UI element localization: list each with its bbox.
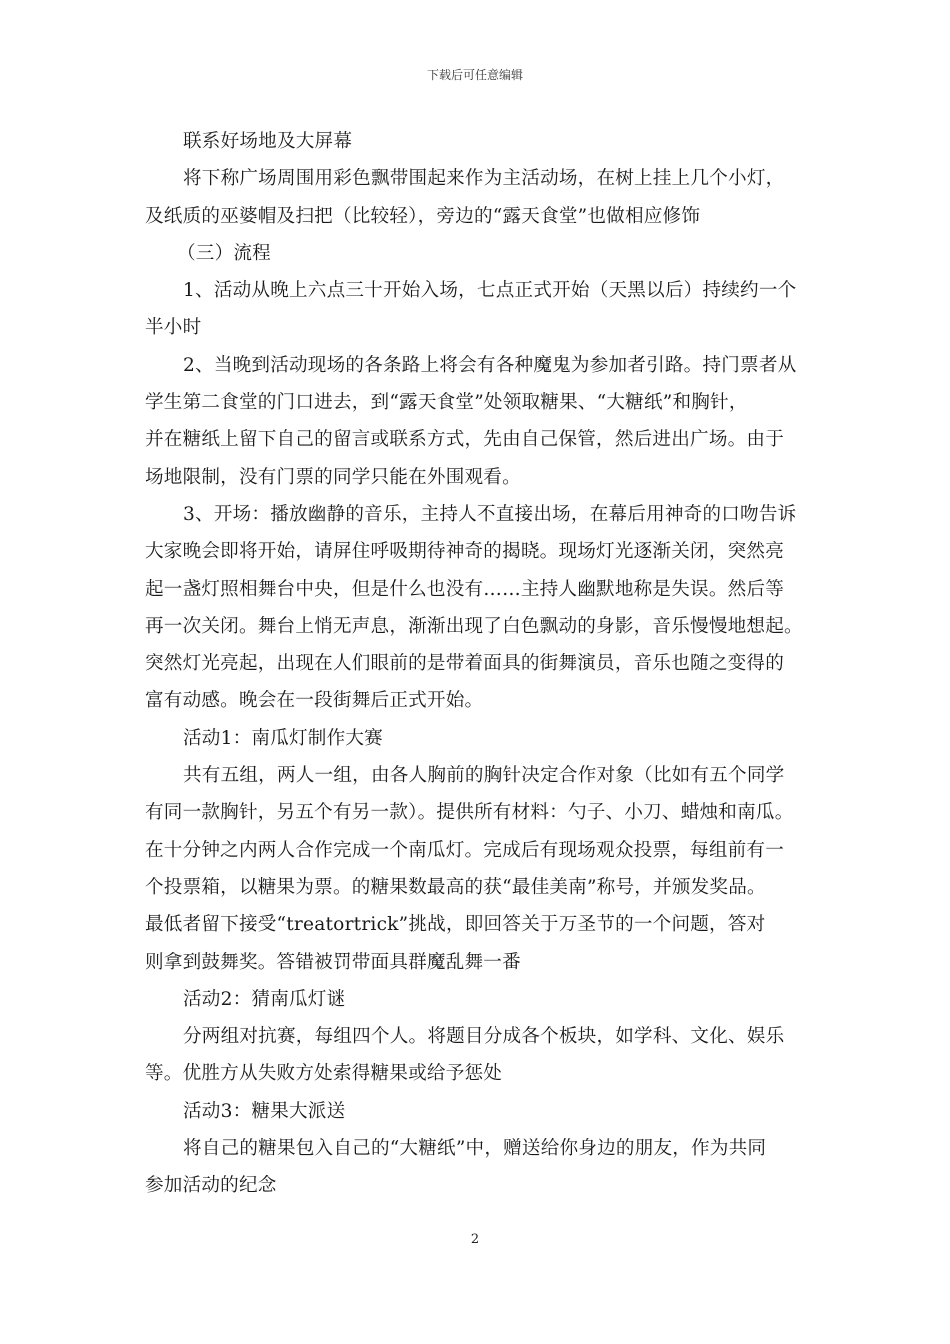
paragraph-line: 分两组对抗赛，每组四个人。将题目分成各个板块，如学科、文化、娱乐	[183, 1026, 785, 1048]
paragraph-line: 将下称广场周围用彩色飘带围起来作为主活动场，在树上挂上几个小灯，	[183, 168, 785, 190]
paragraph-line: 参加活动的纪念	[145, 1175, 277, 1197]
paragraph-line: 将自己的糖果包入自己的“大糖纸”中，赠送给你身边的朋友，作为共同	[183, 1138, 767, 1160]
paragraph-line: 等。优胜方从失败方处索得糖果或给予惩处	[145, 1063, 503, 1085]
page-header: 下载后可任意编辑	[426, 68, 523, 82]
paragraph-line: 最低者留下接受“treatortrick”挑战，即回答关于万圣节的一个问题，答对	[145, 914, 766, 936]
paragraph-line: 联系好场地及大屏幕	[183, 131, 353, 152]
paragraph-line: 在十分钟之内两人合作完成一个南瓜灯。完成后有现场观众投票，每组前有一	[145, 839, 784, 861]
paragraph-line: 有同一款胸针，另五个有另一款）。提供所有材料：勺子、小刀、蜡烛和南瓜。	[145, 802, 794, 824]
paragraph-line: 再一次关闭。舞台上悄无声息，渐渐出现了白色飘动的身影，音乐慢慢地想起。	[145, 615, 803, 637]
paragraph-line: 学生第二食堂的门口进去，到“露天食堂”处领取糖果、“大糖纸”和胸针，	[145, 392, 748, 414]
activity-heading: 活动3：糖果大派送	[183, 1100, 346, 1122]
paragraph-line: 半小时	[145, 317, 202, 339]
page-number: 2	[470, 1232, 480, 1247]
paragraph-line: 富有动感。晚会在一段街舞后正式开始。	[145, 690, 484, 712]
paragraph-line: 共有五组，两人一组，由各人胸前的胸针决定合作对象（比如有五个同学	[183, 765, 785, 787]
activity-heading: 活动2：猜南瓜灯谜	[183, 988, 346, 1010]
paragraph-line: 突然灯光亮起，出现在人们眼前的是带着面具的街舞演员，音乐也随之变得的	[145, 653, 784, 675]
activity-heading: 活动1：南瓜灯制作大赛	[183, 727, 383, 749]
paragraph-line: 大家晚会即将开始，请屏住呼吸期待神奇的揭晓。现场灯光逐渐关闭，突然亮	[145, 541, 784, 563]
paragraph-line: 1、活动从晚上六点三十开始入场，七点正式开始（天黑以后）持续约一个	[183, 280, 797, 302]
section-heading: （三）流程	[177, 242, 271, 264]
paragraph-line: 2、当晚到活动现场的各条路上将会有各种魔鬼为参加者引路。持门票者从	[183, 354, 797, 376]
paragraph-line: 则拿到鼓舞奖。答错被罚带面具群魔乱舞一番	[145, 951, 521, 973]
document-body	[145, 123, 810, 1205]
paragraph-line: 并在糖纸上留下自己的留言或联系方式，先由自己保管，然后进出广场。由于	[145, 429, 784, 451]
paragraph-line: 及纸质的巫婆帽及扫把（比较轻），旁边的“露天食堂”也做相应修饰	[145, 205, 701, 227]
paragraph-line: 3、开场：播放幽静的音乐，主持人不直接出场，在幕后用神奇的口吻告诉	[183, 503, 797, 525]
paragraph-line: 场地限制，没有门票的同学只能在外围观看。	[145, 466, 521, 488]
paragraph-line: 个投票箱，以糖果为票。的糖果数最高的获“最佳美南”称号，并颁发奖品。	[145, 876, 766, 898]
paragraph-line: 起一盏灯照相舞台中央，但是什么也没有……主持人幽默地称是失误。然后等	[145, 578, 784, 600]
